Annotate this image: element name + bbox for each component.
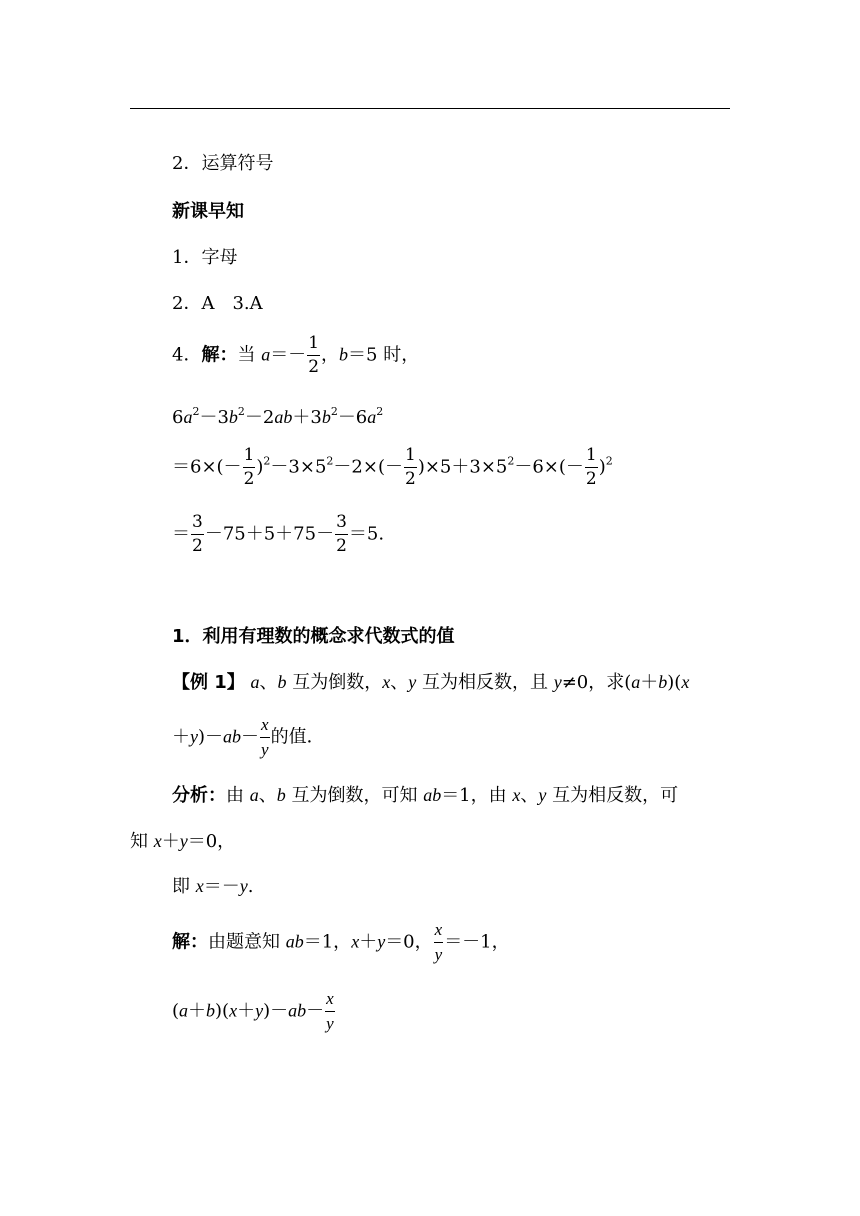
example-1-line2: ＋y)－ab－ $\frac{x}{y}$ 的值． [172,715,325,759]
analysis-line3: 即 x＝－y. [172,876,254,897]
fraction-half: $\frac{1}{2}$ [308,333,320,377]
solution-line2: (a＋b)(x＋y)－ab－ $\frac{x}{y}$ [172,989,334,1033]
section-title: 1．利用有理数的概念求代数式的值 [172,626,455,647]
solution-4-intro: 4．解：当 a＝－ $\frac{1}{2}$ ，b＝5 时， [172,333,420,377]
answer-line: 1．字母 [172,247,238,268]
answer-line: 2．运算符号 [172,153,274,174]
example-tag: 【例 1】 [172,672,245,693]
analysis-label: 分析： [172,785,226,806]
analysis-line2: 知 x＋y＝0， [130,831,236,852]
expression-line: $6a^2-3b^2-2ab+3b^2-6a^2$ [172,405,384,428]
item-number: 4． [172,344,202,366]
solution-label: 解： [201,344,238,366]
when-text: 当 [237,344,256,366]
solution-label: 解： [172,931,208,953]
result-line: ＝ $\frac{3}{2}$ －75＋5＋75－ $\frac{3}{2}$ ＝5. [172,512,385,556]
solution-line1: 解：由题意知 ab＝1，x＋y＝0， $\frac{x}{y}$ ＝－1， [172,920,510,964]
substitution-line: ＝6×(－ $\frac{1}{2}$ )$^2-3\times 5^2-2\times(-$ $\frac{1}{2}$ )$\times 5+3\times 5^2-6\times(-$ $\frac{1}{2}$ )$^2$ [172,445,613,489]
header-rule [130,108,730,109]
section-heading: 新课早知 [172,201,244,222]
analysis-line1: 分析：由 a、b 互为倒数，可知 ab＝1，由 x、y 互为相反数，可 [172,785,679,806]
answer-line: 2．A 3.A [172,293,263,314]
example-1-line1: 【例 1】 a、b 互为倒数，x、y 互为相反数，且 y≠0，求(a＋b)(x [172,672,690,693]
